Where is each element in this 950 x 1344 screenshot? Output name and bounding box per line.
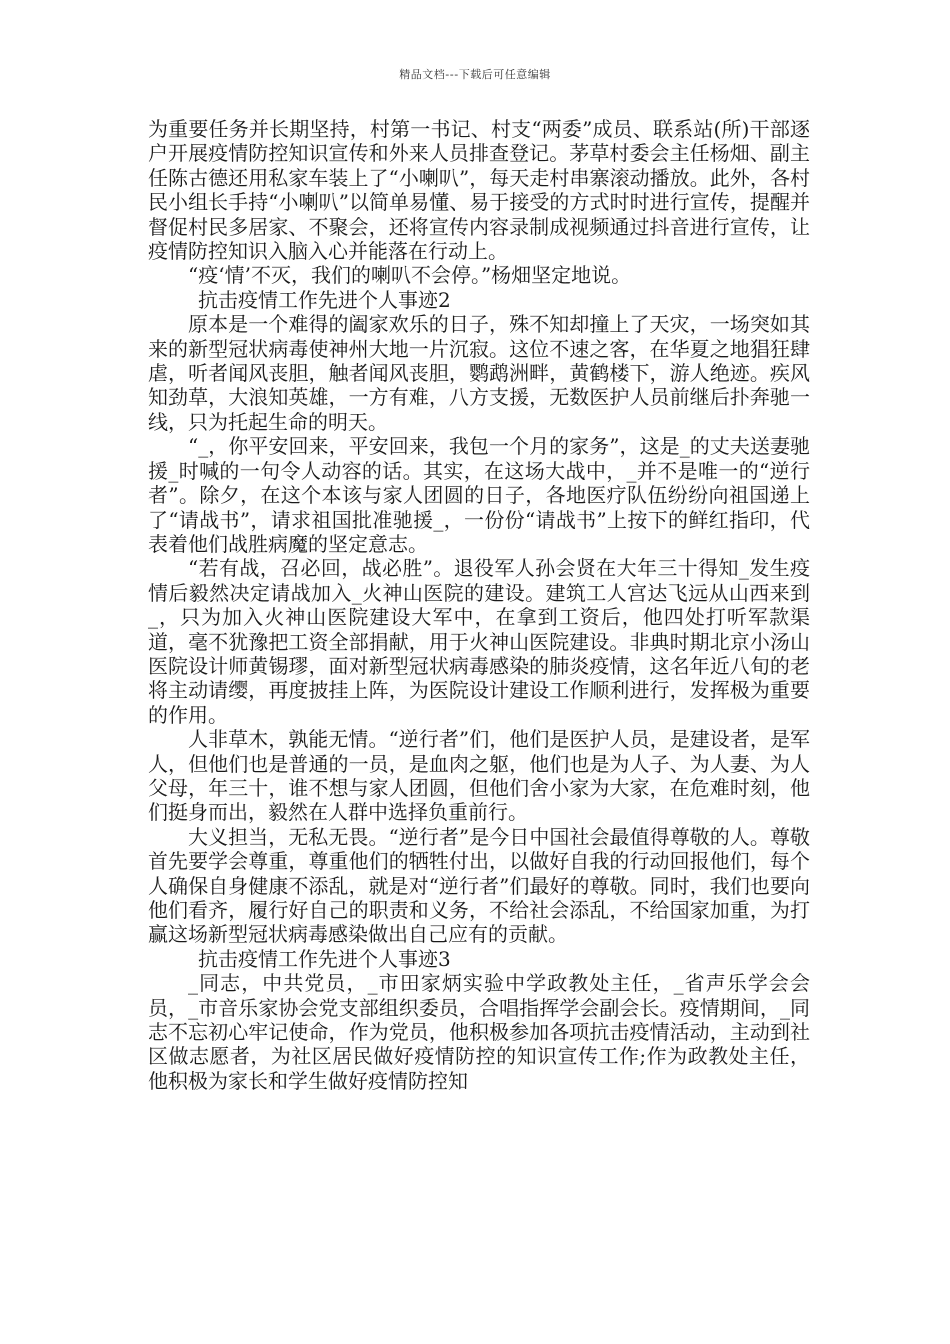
section-heading-2: 抗击疫情工作先进个人事迹2 xyxy=(198,287,451,312)
paragraph-continuation: 为重要任务并长期坚持，村第一书记、村支“两委”成员、联系站(所)干部逐户开展疫情防控知识宣传和外来人员排查登记。茅草村委会主任杨畑、副主任陈古德还用私家车装上了“小喇叭”，每天走村串寨滚动播放。此外，各村民小组长手持“小喇叭”以简单易懂、易于接受的方式时时进行宣传，提醒并督促村民多居家、不聚会，还将宣传内容录制成视频通过抖音进行宣传，让疫情防控知识入脑入心并能落在行动上。 xyxy=(148,117,810,264)
section-heading-3: 抗击疫情工作先进个人事迹3 xyxy=(198,946,451,971)
paragraph: 大义担当，无私无畏。“逆行者”是今日中国社会最值得尊敬的人。尊敬首先要学会尊重，尊重他们的牺牲付出，以做好自我的行动回报他们，每个人确保自身健康不添乱，就是对“逆行者”们最好的尊敬。同时，我们也要向他们看齐，履行好自己的职责和义务，不给社会添乱，不给国家加重，为打赢这场新型冠状病毒感染做出自己应有的贡献。 xyxy=(148,824,810,947)
paragraph: 原本是一个难得的阖家欢乐的日子，殊不知却撞上了天灾，一场突如其来的新型冠状病毒使神州大地一片沉寂。这位不速之客，在华夏之地猖狂肆虐，听者闻风丧胆，触者闻风丧胆，鹦鹉洲畔，黄鹤楼下，游人绝迹。疾风知劲草，大浪知英雄，一方有难，八方支援，无数医护人员前继后扑奔驰一线，只为托起生命的明天。 xyxy=(148,312,810,434)
page-header: 精品文档---下载后可任意编辑 xyxy=(399,68,551,81)
paragraph: “若有战，召必回，战必胜”。退役军人孙会贤在大年三十得知_发生疫情后毅然决定请战加入_火神山医院的建设。建筑工人宫达飞远从山西来到_，只为加入火神山医院建设大军中，在拿到工资后，他四处打听军款渠道，毫不犹豫把工资全部捐献，用于火神山医院建设。非典时期北京小汤山医院设计师黄锡璆，面对新型冠状病毒感染的肺炎疫情，这名年近八旬的老将主动请缨，再度披挂上阵，为医院设计建设工作顺利进行，发挥极为重要的作用。 xyxy=(148,556,810,727)
paragraph-quote: “疫‘情’不灭，我们的喇叭不会停。”杨畑坚定地说。 xyxy=(188,263,632,288)
paragraph: “_，你平安回来，平安回来，我包一个月的家务”，这是_的丈夫送妻驰援_时喊的一句令人动容的话。其实，在这场大战中，_并不是唯一的“逆行者”。除夕，在这个本该与家人团圆的日子，各地医疗队伍纷纷向祖国递上了“请战书”，请求祖国批准驰援_，一份份“请战书”上按下的鲜红指印，代表着他们战胜病魔的坚定意志。 xyxy=(148,434,810,556)
document-body xyxy=(148,117,810,1093)
paragraph: _同志，中共党员，_市田家炳实验中学政教处主任，_省声乐学会会员，_市音乐家协会党支部组织委员，合唱指挥学会副会长。疫情期间，_同志不忘初心牢记使命，作为党员，他积极参加各项抗击疫情活动，主动到社区做志愿者，为社区居民做好疫情防控的知识宣传工作;作为政教处主任，他积极为家长和学生做好疫情防控知 xyxy=(148,971,810,1093)
paragraph: 人非草木，孰能无情。“逆行者”们，他们是医护人员，是建设者，是军人，但他们也是普通的一员，是血肉之躯，他们也是为人子、为人妻、为人父母，年三十，谁不想与家人团圆，但他们舍小家为大家，在危难时刻，他们挺身而出，毅然在人群中选择负重前行。 xyxy=(148,727,810,825)
